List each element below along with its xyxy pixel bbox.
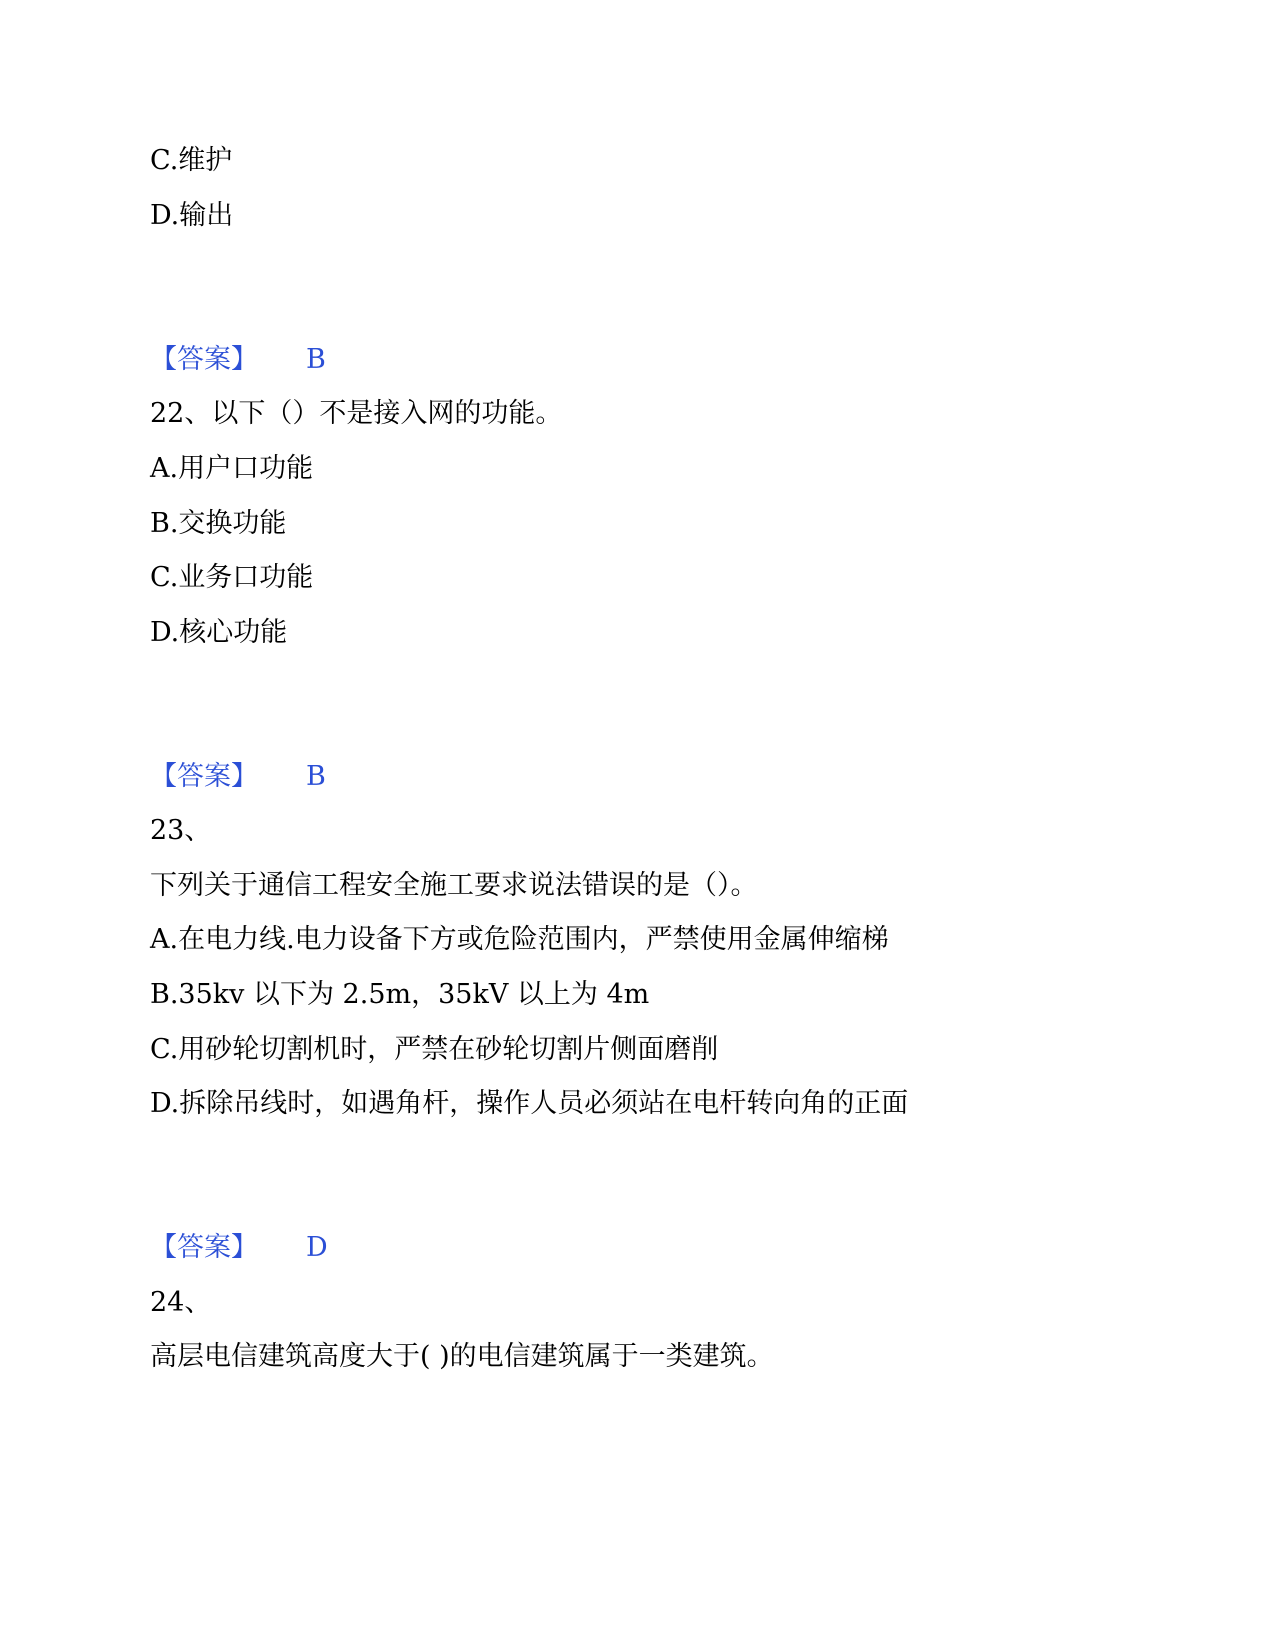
question-number: 24、	[150, 1287, 212, 1318]
option-c: C.业务口功能	[150, 562, 314, 593]
question-stem: 下列关于通信工程安全施工要求说法错误的是（）。	[150, 870, 758, 901]
answer-q22	[150, 761, 326, 793]
option-d: D.核心功能	[150, 617, 288, 648]
option-b: B.交换功能	[150, 508, 287, 539]
question-number: 23、	[150, 815, 212, 846]
question-stem: 22、以下（）不是接入网的功能。	[150, 398, 563, 429]
option-d-q21: D.输出	[150, 200, 234, 231]
option-b: B.35kv 以下为 2.5m，35kV 以上为 4m	[150, 979, 650, 1010]
answer-q21	[150, 344, 326, 376]
option-d: D.拆除吊线时，如遇角杆，操作人员必须站在电杆转向角的正面	[150, 1088, 909, 1119]
answer-value: B	[306, 761, 326, 792]
answer-value: B	[306, 344, 326, 375]
option-c: C.用砂轮切割机时，严禁在砂轮切割片侧面磨削	[150, 1034, 719, 1065]
answer-label: 【答案】	[150, 344, 258, 375]
answer-q23	[150, 1232, 328, 1264]
option-c-q21: C.维护	[150, 145, 233, 176]
option-a: A.在电力线.电力设备下方或危险范围内，严禁使用金属伸缩梯	[150, 924, 889, 955]
answer-label: 【答案】	[150, 761, 258, 792]
question-stem: 高层电信建筑高度大于( )的电信建筑属于一类建筑。	[150, 1341, 774, 1372]
option-a: A.用户口功能	[150, 453, 314, 484]
answer-value: D	[306, 1232, 328, 1263]
answer-label: 【答案】	[150, 1232, 258, 1263]
